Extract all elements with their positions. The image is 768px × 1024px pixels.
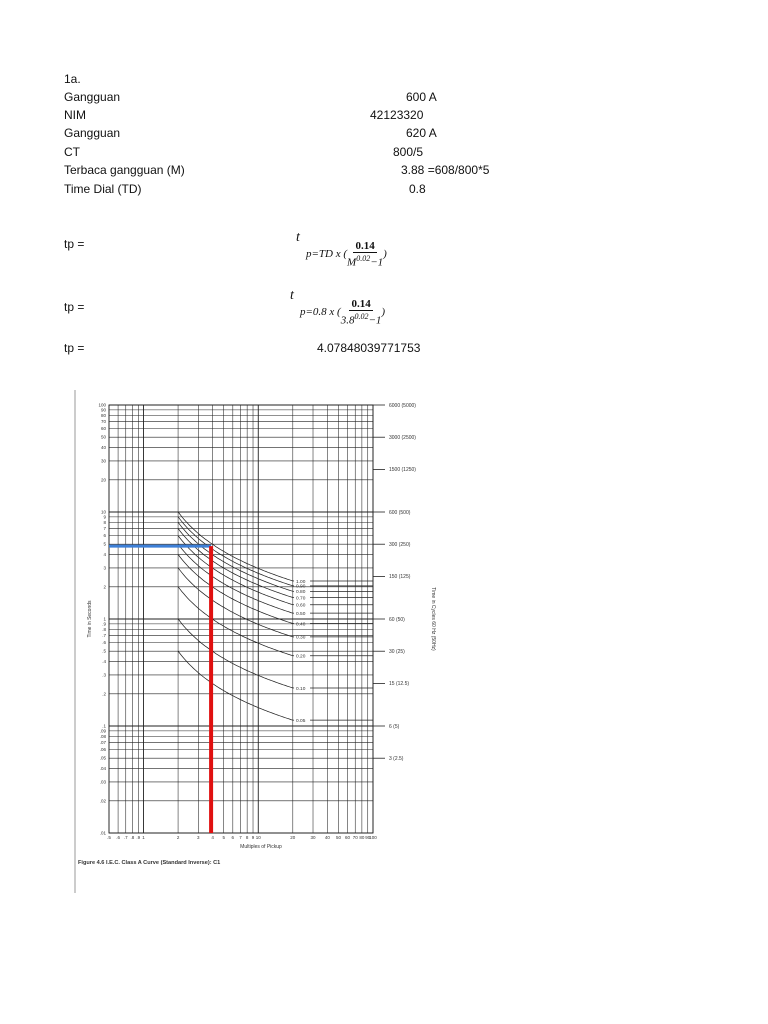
y-tick-label: 3 [103, 565, 106, 571]
y-tick-label: 8 [103, 519, 106, 525]
cycle-label: 300 (250) [389, 542, 411, 549]
cycle-label: 3 (2.5) [389, 756, 404, 763]
x-tick-label: 90 [365, 835, 371, 840]
y-tick-label: .01 [99, 830, 106, 836]
y-tick-label: .05 [99, 755, 106, 761]
figure-caption: Figure 4.6 I.E.C. Class A Curve (Standard Inverse): C1 [78, 860, 221, 866]
td-label: 0.90 [296, 584, 306, 590]
y-tick-label: 70 [100, 419, 106, 425]
row-value: 3.88 =608/800*5 [401, 163, 490, 177]
td-label: 0.20 [296, 654, 306, 660]
x-tick-label: 8 [245, 835, 249, 840]
y-tick-label: 4 [103, 552, 106, 558]
y-tick-label: .06 [99, 747, 106, 753]
x-tick-label: 30 [310, 835, 316, 840]
row-value: 800/5 [393, 145, 424, 159]
cycle-label: 150 (125) [389, 574, 411, 581]
td-curve [178, 587, 293, 656]
row-label: Terbaca gangguan (M) [64, 163, 185, 177]
formula-t-symbol: t [290, 288, 294, 303]
x-tick-label: 5 [222, 835, 225, 840]
x-tick-label: 80 [359, 835, 365, 840]
x-tick-label: 9 [251, 835, 255, 840]
td-curve [178, 522, 293, 591]
x-tick-label: 7 [239, 835, 242, 840]
y-tick-label: .9 [102, 621, 106, 627]
y-tick-label: 60 [100, 426, 106, 432]
y-tick-label: .5 [102, 648, 106, 654]
header-label: 1a. [64, 72, 81, 86]
formula-denominator: $M^{0.02}-1$ [347, 254, 384, 269]
x-tick-label: 4 [211, 835, 214, 840]
formula-generic: t p=TD x ( $\frac{0.14}{M^{0.02}-1}$ ) [296, 230, 387, 269]
y-tick-label: 100 [98, 402, 106, 408]
td-curve [178, 517, 293, 586]
formula-fraction [347, 240, 383, 269]
y-tick-label: 80 [100, 412, 106, 418]
y-tick-label: .3 [102, 672, 106, 678]
y-tick-label: 7 [103, 526, 106, 532]
cycle-label: 15 (12.5) [389, 681, 410, 688]
td-label: 0.80 [296, 590, 306, 596]
td-label: 1.00 [296, 579, 306, 585]
x-tick-label: 100 [369, 835, 377, 840]
row-value: 620 A [406, 126, 437, 140]
td-curve [178, 568, 293, 637]
x-tick-label: 40 [324, 835, 330, 840]
x-tick-label: 60 [345, 835, 351, 840]
formula-lhs: p=0.8 x ( [300, 305, 341, 318]
y-tick-label: 6 [103, 533, 106, 539]
x-tick-label: .5 [107, 835, 111, 840]
row-value: 42123320 [370, 108, 424, 122]
y-axis-title-right: Time in Cycles 60 Hz (50Hz) [430, 587, 436, 651]
x-tick-label: .9 [136, 835, 141, 840]
cycle-label: 6000 (5000) [389, 402, 416, 409]
formula-numerator: 0.14 [355, 240, 375, 252]
td-label: 0.70 [296, 596, 306, 602]
y-tick-label: 9 [103, 514, 106, 520]
formula-label: tp = [64, 300, 85, 314]
cycle-label: 1500 (1250) [389, 467, 416, 474]
td-label: 0.05 [296, 718, 306, 724]
formula-t-symbol: t [296, 230, 300, 245]
y-tick-label: 40 [100, 445, 106, 451]
row-value: 600 A [406, 90, 437, 104]
td-label: 0.30 [296, 635, 306, 641]
x-tick-label: 50 [335, 835, 341, 840]
y-tick-label: .09 [99, 728, 106, 734]
result-value: 4.07848039771753 [317, 341, 421, 355]
iec-curve-figure [74, 385, 440, 895]
row-value: 0.8 [409, 182, 426, 196]
y-tick-label: 50 [100, 434, 106, 440]
x-axis-title: Multiples of Pickup [240, 844, 282, 850]
td-label: 0.40 [296, 622, 306, 628]
x-tick-label: 1 [142, 835, 145, 840]
x-tick-label: 70 [352, 835, 358, 840]
y-tick-label: .4 [102, 659, 106, 665]
cycle-label: 3000 (2500) [389, 435, 416, 442]
x-tick-label: 2 [176, 835, 180, 840]
x-tick-label: .8 [130, 835, 135, 840]
td-label: 0.60 [296, 603, 306, 609]
y-tick-label: 20 [100, 477, 106, 483]
td-label: 0.10 [296, 686, 306, 692]
y-tick-label: 30 [100, 458, 106, 464]
td-label: 0.50 [296, 611, 306, 617]
y-tick-label: 2 [103, 584, 106, 590]
row-label: NIM [64, 108, 86, 122]
formula-denominator: $3.8^{0.02}-1$ [340, 312, 382, 327]
formula-substituted: t p=0.8 x ( $\frac{0.14}{3.8^{0.02}-1}$ ) [290, 288, 386, 327]
row-label: Gangguan [64, 126, 121, 140]
x-tick-label: .6 [116, 835, 120, 840]
y-tick-label: .08 [99, 733, 106, 739]
cycle-label: 600 (500) [389, 509, 411, 516]
y-tick-label: 1 [103, 616, 106, 622]
row-label: Time Dial (TD) [64, 182, 142, 196]
y-axis-title-left: Time in Seconds [87, 600, 93, 638]
y-tick-label: .02 [99, 798, 106, 804]
y-tick-label: 90 [100, 407, 106, 413]
formula-fraction [341, 298, 382, 327]
y-tick-label: .6 [102, 640, 106, 646]
y-tick-label: .03 [99, 779, 106, 785]
cycle-label: 6 (5) [389, 723, 400, 730]
x-tick-label: .7 [123, 835, 128, 840]
cycle-label: 60 (50) [389, 616, 405, 623]
formula-lhs: p=TD x ( [306, 247, 348, 260]
x-tick-label: 20 [290, 835, 296, 840]
result-label: tp = [64, 341, 85, 355]
formula-label: tp = [64, 237, 85, 251]
y-tick-label: .7 [102, 633, 106, 639]
y-tick-label: 5 [103, 541, 106, 547]
td-curve [178, 554, 293, 623]
x-tick-label: 6 [231, 835, 235, 840]
y-tick-label: .04 [99, 766, 106, 772]
y-tick-label: .8 [102, 626, 106, 632]
row-label: CT [64, 145, 80, 159]
row-label: Gangguan [64, 90, 121, 104]
cycle-label: 30 (25) [389, 649, 405, 656]
y-tick-label: .07 [99, 740, 106, 746]
y-tick-label: 10 [100, 509, 106, 515]
y-tick-label: .2 [102, 691, 106, 697]
x-tick-label: 10 [255, 835, 261, 840]
formula-numerator: 0.14 [351, 298, 371, 310]
x-tick-label: 3 [197, 835, 200, 840]
y-tick-label: .1 [102, 723, 106, 729]
